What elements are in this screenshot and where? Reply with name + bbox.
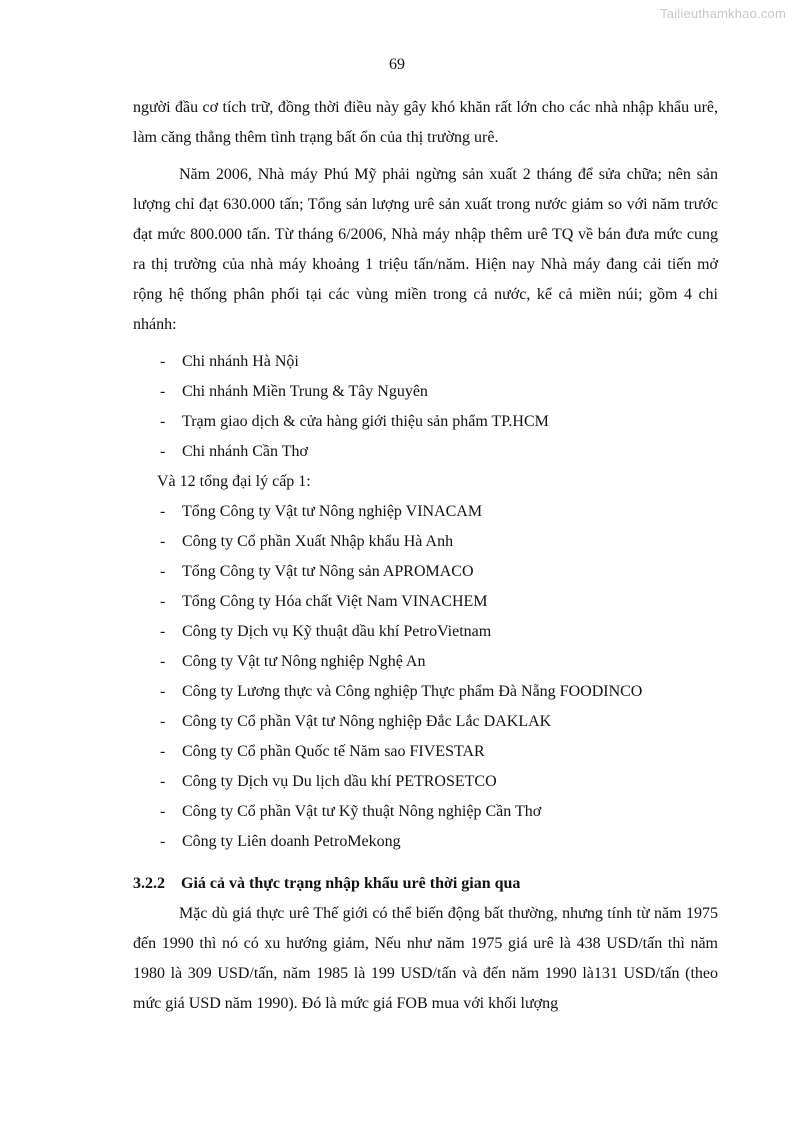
list-item-text: Tổng Công ty Vật tư Nông sản APROMACO <box>182 563 474 580</box>
list-item <box>133 347 718 377</box>
branch-list <box>133 347 718 467</box>
list-item-text: Công ty Cổ phần Quốc tế Năm sao FIVESTAR <box>182 743 485 760</box>
list-item <box>133 797 718 827</box>
section-title: Giá cả và thực trạng nhập khẩu urê thời gian qua <box>181 875 521 892</box>
list-item-text: Tổng Công ty Vật tư Nông nghiệp VINACAM <box>182 503 483 520</box>
dash-bullet: - <box>160 773 166 790</box>
list-item <box>133 707 718 737</box>
list-item-text: Công ty Cổ phần Xuất Nhập khẩu Hà Anh <box>182 533 454 550</box>
list-item <box>133 737 718 767</box>
watermark: Tailieuthamkhao.com <box>660 6 786 21</box>
list-item <box>133 527 718 557</box>
list-item <box>133 827 718 857</box>
list-item <box>133 677 718 707</box>
dash-bullet: - <box>160 443 166 460</box>
list-item <box>133 617 718 647</box>
dash-bullet: - <box>160 383 166 400</box>
list-item-text: Chi nhánh Miền Trung & Tây Nguyên <box>182 383 428 400</box>
list-item-text: Công ty Liên doanh PetroMekong <box>182 833 401 850</box>
dash-bullet: - <box>160 653 166 670</box>
dash-bullet: - <box>160 413 166 430</box>
list-item-text: Công ty Cổ phần Vật tư Nông nghiệp Đắc Lắc DAKLAK <box>182 713 552 730</box>
agents-intro: Và 12 tổng đại lý cấp 1: <box>157 473 311 490</box>
dash-bullet: - <box>160 503 166 520</box>
dash-bullet: - <box>160 713 166 730</box>
dash-bullet: - <box>160 593 166 610</box>
list-item-text: Công ty Dịch vụ Kỹ thuật dầu khí PetroVietnam <box>182 623 492 640</box>
dash-bullet: - <box>160 623 166 640</box>
list-item-text: Chi nhánh Hà Nội <box>182 353 299 370</box>
dash-bullet: - <box>160 353 166 370</box>
list-item <box>133 557 718 587</box>
dash-bullet: - <box>160 833 166 850</box>
list-item-text: Công ty Lương thực và Công nghiệp Thực phẩm Đà Nẵng FOODINCO <box>182 683 643 700</box>
list-item <box>133 437 718 467</box>
dash-bullet: - <box>160 563 166 580</box>
list-item <box>133 587 718 617</box>
page-number: 69 <box>389 56 405 73</box>
list-item-text: Công ty Dịch vụ Du lịch dầu khí PETROSETCO <box>182 773 497 790</box>
paragraph-3: Mặc dù giá thực urê Thế giới có thể biến động bất thường, nhưng tính từ năm 1975 đến 1990 thì nó có xu hướng giảm, Nếu như năm 1975 giá urê là 438 USD/tấn thì năm 1980 là 309 USD/tấn, năm 1985 là 199 USD/tấn và đến năm 1990 là131 USD/tấn (theo mức giá USD năm 1990). Đó là mức giá FOB mua với khối lượng <box>133 905 718 1012</box>
list-item <box>133 377 718 407</box>
dash-bullet: - <box>160 683 166 700</box>
list-item <box>133 497 718 527</box>
list-item <box>133 407 718 437</box>
dash-bullet: - <box>160 533 166 550</box>
list-item-text: Tổng Công ty Hóa chất Việt Nam VINACHEM <box>182 593 488 610</box>
list-item-text: Chi nhánh Cần Thơ <box>182 443 308 460</box>
section-number: 3.2.2 <box>133 875 165 892</box>
agent-list <box>133 497 718 857</box>
dash-bullet: - <box>160 743 166 760</box>
list-item <box>133 647 718 677</box>
paragraph-2: Năm 2006, Nhà máy Phú Mỹ phải ngừng sản xuất 2 tháng để sửa chữa; nên sản lượng chỉ đạt 630.000 tấn; Tổng sản lượng urê sản xuất trong nước giảm so với năm trước đạt mức 800.000 tấn. Từ tháng 6/2006, Nhà máy nhập thêm urê TQ về bán đưa mức cung ra thị trường của nhà máy khoảng 1 triệu tấn/năm. Hiện nay Nhà máy đang cải tiến mở rộng hệ thống phân phối tại các vùng miền trong cả nước, kể cả miền núi; gồm 4 chi nhánh: <box>133 166 718 333</box>
section-heading <box>133 869 718 899</box>
list-item <box>133 767 718 797</box>
document-body <box>133 93 718 1026</box>
list-item-text: Trạm giao dịch & cửa hàng giới thiệu sản phẩm TP.HCM <box>182 413 549 430</box>
list-item-text: Công ty Cổ phần Vật tư Kỹ thuật Nông nghiệp Cần Thơ <box>182 803 542 820</box>
dash-bullet: - <box>160 803 166 820</box>
list-item-text: Công ty Vật tư Nông nghiệp Nghệ An <box>182 653 426 670</box>
paragraph-1: người đầu cơ tích trữ, đồng thời điều này gây khó khăn rất lớn cho các nhà nhập khẩu urê, làm căng thẳng thêm tình trạng bất ổn của thị trường urê. <box>133 99 718 146</box>
